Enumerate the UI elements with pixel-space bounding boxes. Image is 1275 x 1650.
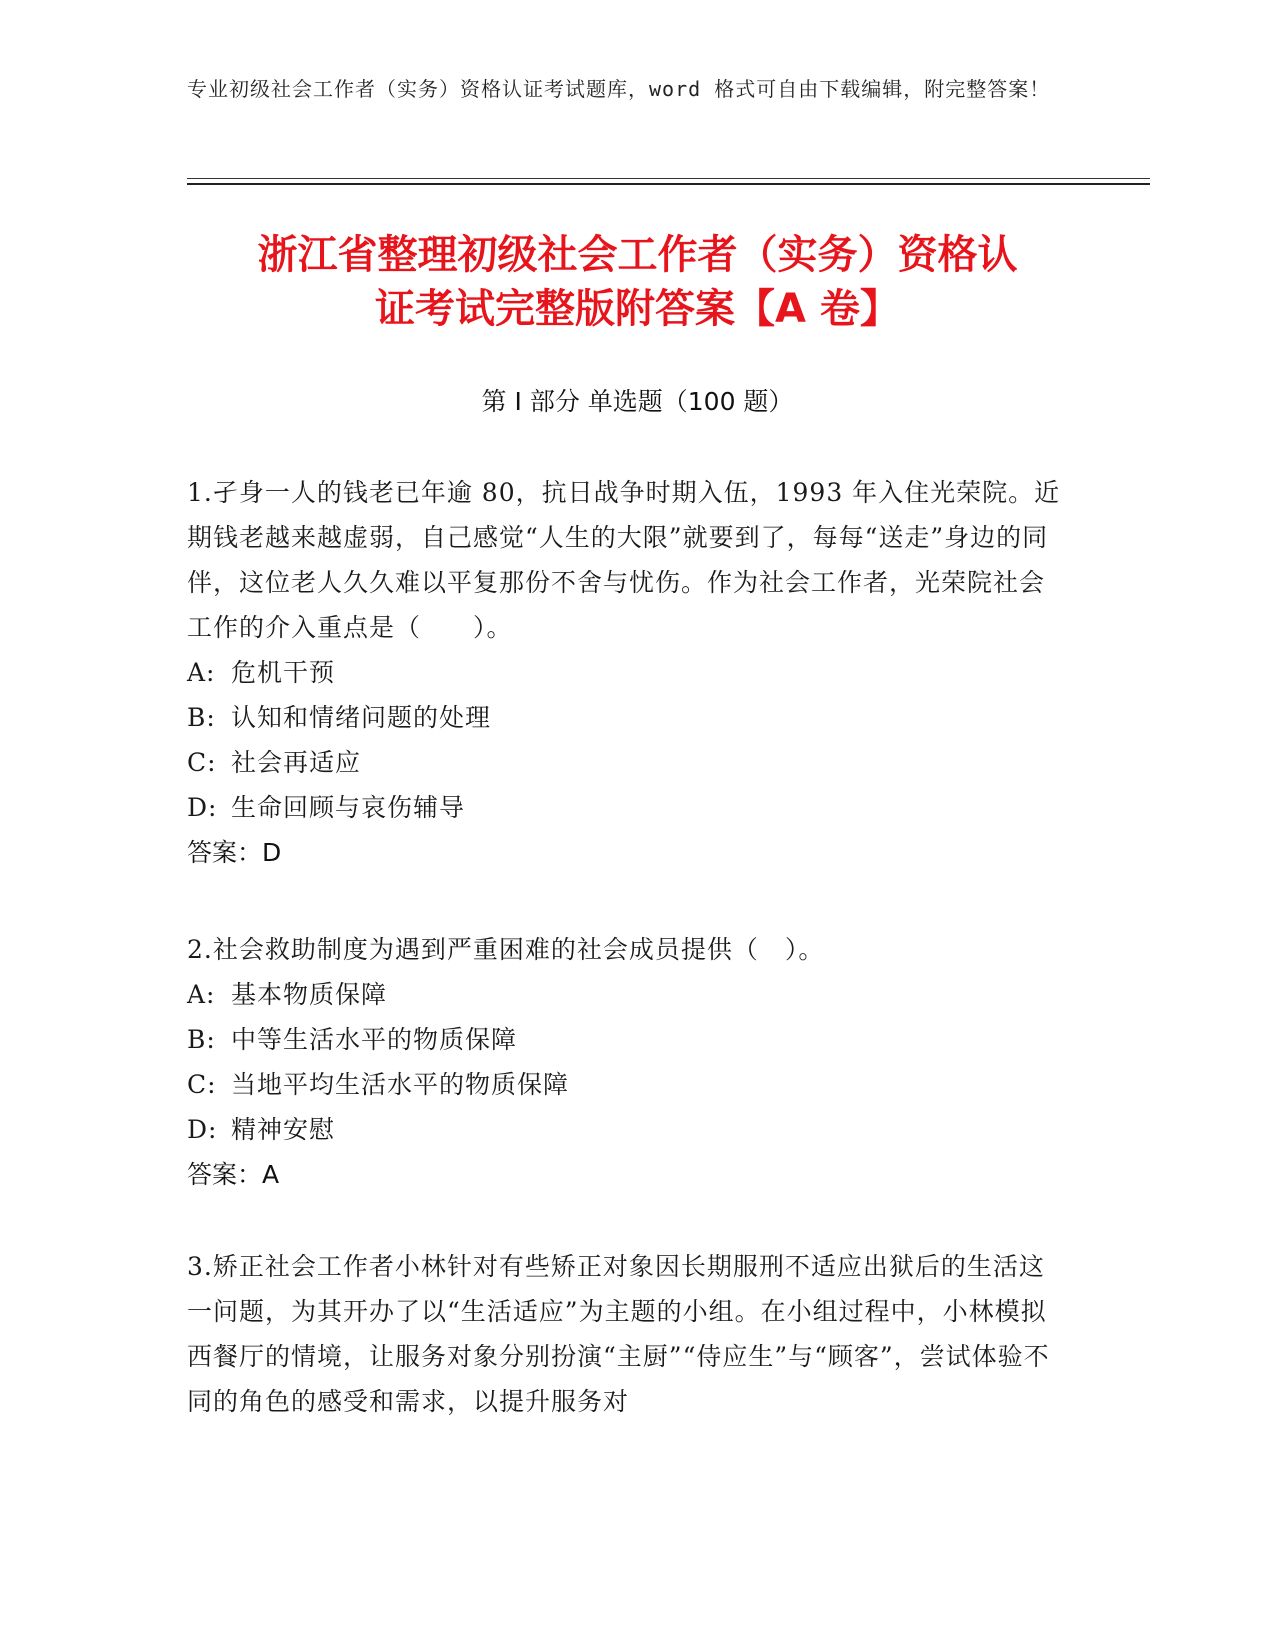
option-text: 生命回顾与哀伤辅导 [231,793,466,822]
answer-key: 答案：A [187,1160,280,1189]
document-title-line-2: 证考试完整版附答案【A 卷】 [375,286,900,332]
question-1 [187,470,1067,875]
document-title [170,228,1105,336]
option-letter: A: [187,980,216,1009]
document-title-line-1: 浙江省整理初级社会工作者（实务）资格认 [257,232,1018,278]
option-text: 社会再适应 [231,748,362,777]
question-stem: 1.孑身一人的钱老已年逾 80，抗日战争时期入伍，1993 年入住光荣院。近期钱老越来越虚弱，自己感觉“人生的大限”就要到了，每每“送走”身边的同伴，这位老人久久难以平复那份不舍与忧伤。作为社会工作者，光荣院社会工作的介入重点是（ ）。 [187,478,1061,642]
question-3 [187,1244,1067,1424]
header-divider-thin [187,178,1150,179]
option-letter: C: [187,748,217,777]
option-letter: D: [187,793,218,822]
option-letter: D: [187,1115,218,1144]
option-d [187,785,1067,830]
option-letter: B: [187,1025,216,1054]
option-text: 当地平均生活水平的物质保障 [231,1070,570,1099]
option-c [187,1062,1067,1107]
option-a [187,972,1067,1017]
section-heading: 第 I 部分 单选题（100 题） [481,387,794,416]
option-letter: C: [187,1070,217,1099]
header-divider-thick [187,183,1150,185]
option-d [187,1107,1067,1152]
option-text: 精神安慰 [231,1115,336,1144]
option-c [187,740,1067,785]
header-note: 专业初级社会工作者（实务）资格认证考试题库，word 格式可自由下载编辑，附完整答案！ [187,77,1051,101]
question-stem: 3.矫正社会工作者小林针对有些矫正对象因长期服刑不适应出狱后的生活这一问题，为其开办了以“生活适应”为主题的小组。在小组过程中，小林模拟西餐厅的情境，让服务对象分别扮演“主厨”“侍应生”与“顾客”，尝试体验不同的角色的感受和需求，以提升服务对 [187,1252,1050,1416]
option-a [187,650,1067,695]
option-b [187,695,1067,740]
option-text: 基本物质保障 [231,980,388,1009]
option-text: 中等生活水平的物质保障 [231,1025,518,1054]
question-2 [187,927,1067,1197]
option-letter: B: [187,703,216,732]
option-letter: A: [187,658,216,687]
answer-key: 答案：D [187,838,282,867]
option-b [187,1017,1067,1062]
option-text: 认知和情绪问题的处理 [231,703,492,732]
option-text: 危机干预 [231,658,336,687]
question-stem: 2.社会救助制度为遇到严重困难的社会成员提供（ ）。 [187,935,825,964]
